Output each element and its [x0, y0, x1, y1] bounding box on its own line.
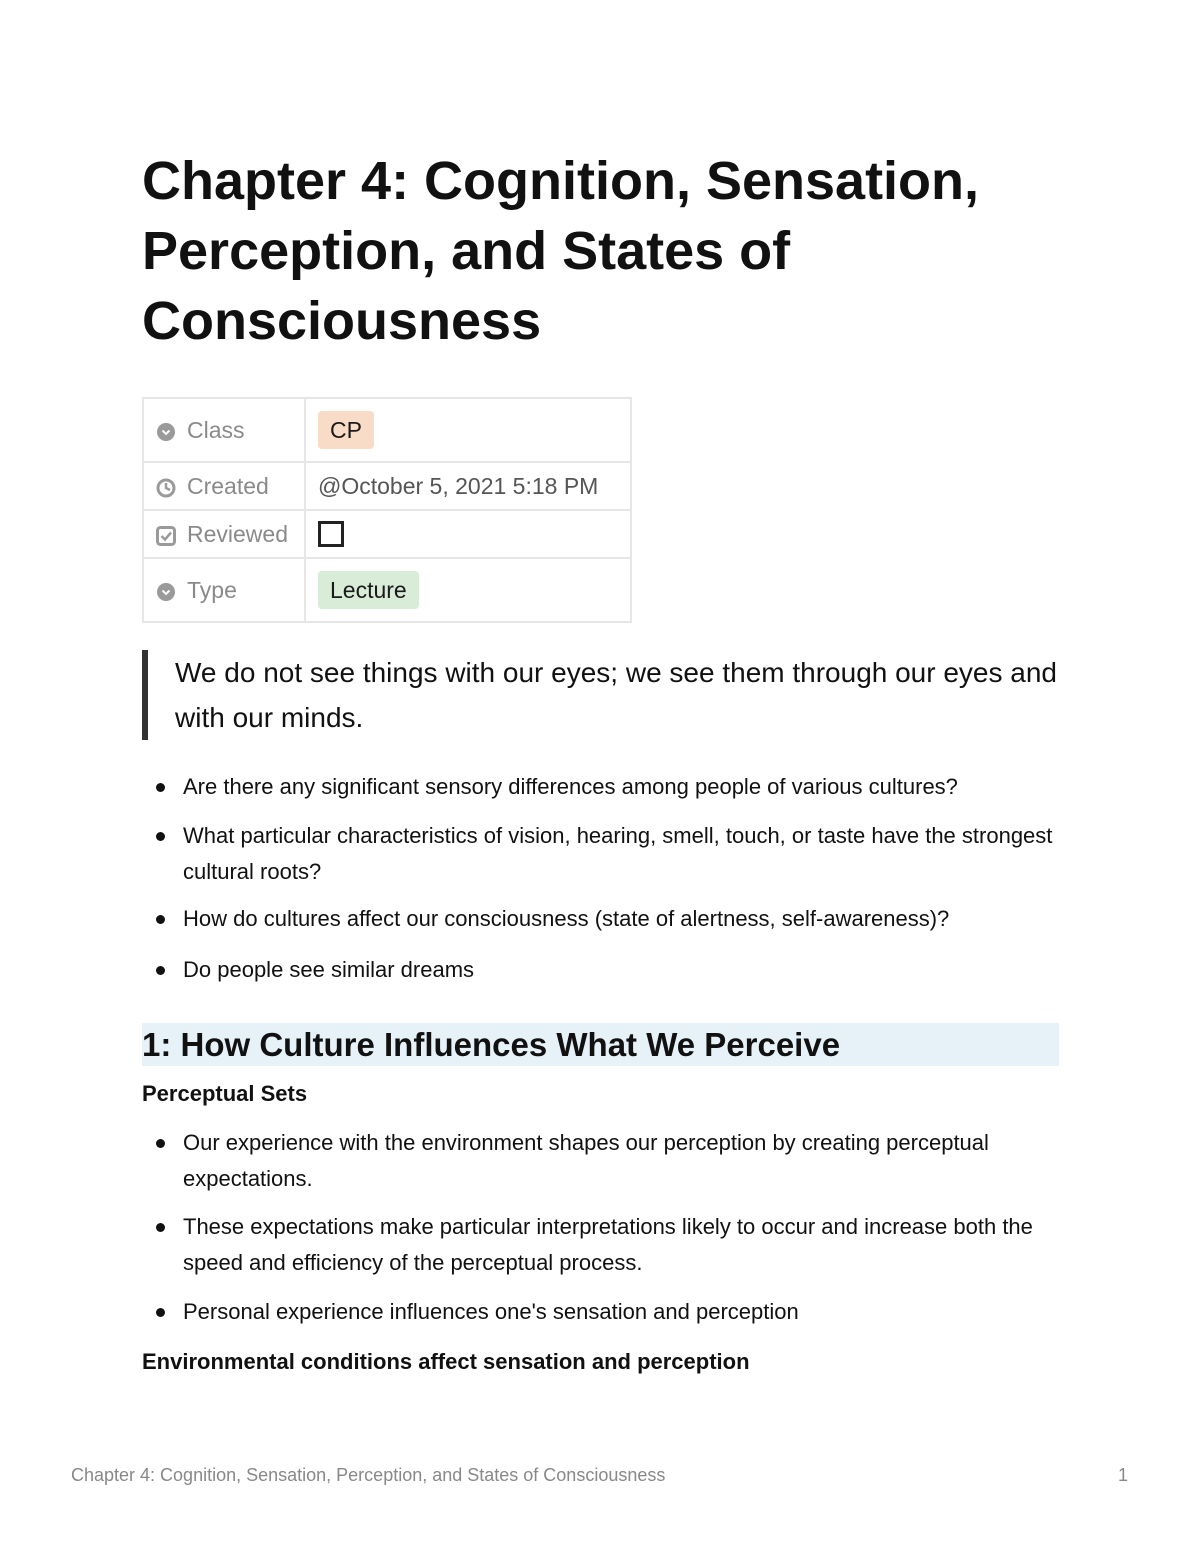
- property-row-class: [143, 398, 631, 462]
- list-item: How do cultures affect our consciousness (state of alertness, self-awareness)?: [142, 901, 949, 937]
- footer-title: Chapter 4: Cognition, Sensation, Perception, and States of Consciousness: [71, 1465, 666, 1485]
- subheading-environmental-conditions: Environmental conditions affect sensation and perception: [142, 1349, 750, 1374]
- list-item: Our experience with the environment shapes our perception by creating perceptual expectations.: [142, 1125, 1060, 1197]
- property-value-class[interactable]: [305, 398, 631, 462]
- section-heading: 1: How Culture Influences What We Perceive: [142, 1023, 1059, 1066]
- property-key-label: Class: [187, 416, 245, 443]
- property-value-created: @October 5, 2021 5:18 PM: [305, 462, 631, 510]
- properties-table: [142, 397, 632, 623]
- checkbox-icon: [156, 526, 176, 546]
- property-value-type[interactable]: [305, 558, 631, 622]
- property-key-reviewed: [143, 510, 305, 558]
- reviewed-checkbox[interactable]: [318, 521, 344, 547]
- list-item: Are there any significant sensory differences among people of various cultures?: [142, 769, 958, 805]
- select-icon: [156, 582, 176, 602]
- property-value-reviewed: [305, 510, 631, 558]
- list-item: Do people see similar dreams: [142, 952, 474, 988]
- list-item: These expectations make particular interpretations likely to occur and increase both the speed and efficiency of the perceptual process.: [142, 1209, 1060, 1281]
- property-key-class: [143, 398, 305, 462]
- property-key-type: [143, 558, 305, 622]
- property-row-reviewed: [143, 510, 631, 558]
- property-key-created: [143, 462, 305, 510]
- property-row-type: [143, 558, 631, 622]
- type-tag[interactable]: Lecture: [318, 571, 419, 609]
- class-tag[interactable]: CP: [318, 411, 374, 449]
- property-key-label: Reviewed: [187, 520, 288, 547]
- property-row-created: [143, 462, 631, 510]
- quote-block: We do not see things with our eyes; we see them through our eyes and with our minds.: [142, 650, 1095, 740]
- subheading-perceptual-sets: Perceptual Sets: [142, 1081, 308, 1106]
- select-icon: [156, 422, 176, 442]
- property-key-label: Type: [187, 576, 237, 603]
- clock-icon: [156, 478, 176, 498]
- list-item: Personal experience influences one's sensation and perception: [142, 1294, 799, 1330]
- property-key-label: Created: [187, 472, 269, 499]
- page-title: Chapter 4: Cognition, Sensation, Perception, and States of Consciousness: [142, 151, 980, 351]
- footer-page-number: 1: [1118, 1465, 1129, 1485]
- list-item: What particular characteristics of vision, hearing, smell, touch, or taste have the strongest cultural roots?: [142, 818, 1060, 890]
